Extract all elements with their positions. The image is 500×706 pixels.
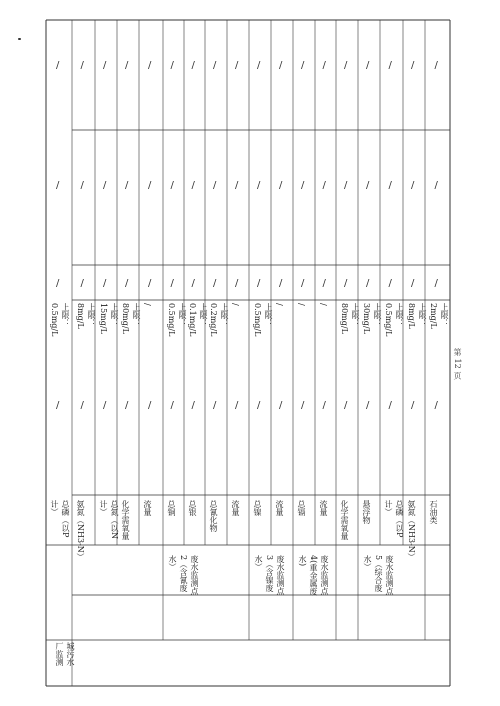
placeholder-slash: / — [56, 180, 60, 191]
row-limit-value: 上限： 15mg/L — [99, 303, 119, 334]
placeholder-slash: / — [279, 180, 283, 191]
placeholder-slash: / — [411, 180, 415, 191]
placeholder-slash: / — [148, 278, 152, 289]
placeholder-slash: / — [301, 400, 305, 411]
row-item-label: 流量 — [143, 500, 152, 516]
placeholder-slash: / — [388, 400, 392, 411]
placeholder-slash: / — [434, 278, 438, 289]
placeholder-slash: / — [148, 400, 152, 411]
row-item-label: 化学需氧量 — [340, 500, 349, 540]
row-item-label: 化学需氧量 — [121, 500, 130, 540]
page-number: 第 12 页 — [453, 348, 462, 380]
placeholder-slash: / — [170, 180, 174, 191]
placeholder-slash: / — [125, 278, 129, 289]
placeholder-slash: / — [170, 400, 174, 411]
placeholder-slash: / — [235, 400, 239, 411]
row-limit-value: 上限： 0.5mg/L — [384, 303, 404, 337]
placeholder-slash: / — [434, 180, 438, 191]
placeholder-slash: / — [213, 60, 217, 71]
row-item-label: 总氰化物 — [209, 500, 218, 532]
placeholder-slash: / — [56, 278, 60, 289]
placeholder-slash: / — [301, 60, 305, 71]
row-limit-value: 上限： 0.5mg/L — [253, 303, 273, 337]
placeholder-slash: / — [170, 60, 174, 71]
placeholder-slash: / — [191, 60, 195, 71]
row-item-label: 总磷（以P 计） — [50, 500, 70, 538]
placeholder-slash: / — [213, 400, 217, 411]
placeholder-slash: / — [344, 400, 348, 411]
placeholder-slash: / — [388, 60, 392, 71]
section-label: 城污水 厂监测 — [55, 642, 75, 666]
placeholder-slash: / — [322, 400, 326, 411]
row-item-label: 总镍 — [253, 500, 262, 516]
row-item-label: 氨氮（NH3-N） — [76, 500, 85, 561]
placeholder-slash: / — [80, 400, 84, 411]
placeholder-slash: / — [191, 180, 195, 191]
placeholder-slash: / — [80, 60, 84, 71]
placeholder-slash: / — [366, 278, 370, 289]
row-item-label: 总银 — [188, 500, 197, 516]
placeholder-slash: / — [235, 278, 239, 289]
placeholder-slash: / — [366, 400, 370, 411]
placeholder-slash: / — [213, 278, 217, 289]
placeholder-slash: / — [344, 278, 348, 289]
placeholder-slash: / — [411, 278, 415, 289]
row-limit-value: / — [275, 303, 284, 306]
placeholder-slash: / — [279, 278, 283, 289]
placeholder-slash: / — [344, 180, 348, 191]
row-item-label: 流量 — [275, 500, 284, 516]
scan-speck — [18, 38, 21, 40]
placeholder-slash: / — [125, 180, 129, 191]
placeholder-slash: / — [235, 180, 239, 191]
placeholder-slash: / — [103, 278, 107, 289]
placeholder-slash: / — [344, 60, 348, 71]
placeholder-slash: / — [279, 400, 283, 411]
row-item-label: 总氮（以N 计） — [99, 500, 119, 539]
placeholder-slash: / — [434, 400, 438, 411]
placeholder-slash: / — [56, 400, 60, 411]
placeholder-slash: / — [191, 400, 195, 411]
monitoring-point-label: 废水监测点 3（含镍废 水） — [254, 555, 285, 595]
placeholder-slash: / — [80, 180, 84, 191]
row-limit-value: 上限： 2mg/L — [429, 303, 449, 329]
placeholder-slash: / — [125, 400, 129, 411]
monitoring-point-label: 废水监测点 5（综合废 水） — [363, 555, 394, 595]
placeholder-slash: / — [103, 400, 107, 411]
row-limit-value: 上限： 8mg/L — [407, 303, 427, 329]
row-limit-value: 上限： 0.5mg/L — [50, 303, 70, 337]
row-item-label: 流量 — [319, 500, 328, 516]
monitoring-point-label: 废水监测点 4(重金属废 水) — [298, 555, 329, 596]
row-limit-value: 上限： 0.5mg/L — [167, 303, 187, 337]
placeholder-slash: / — [322, 278, 326, 289]
placeholder-slash: / — [148, 180, 152, 191]
row-item-label: 总磷（以P 计） — [384, 500, 404, 538]
row-item-label: 流量 — [231, 500, 240, 516]
placeholder-slash: / — [301, 278, 305, 289]
placeholder-slash: / — [411, 60, 415, 71]
row-item-label: 石油类 — [429, 500, 438, 524]
placeholder-slash: / — [388, 278, 392, 289]
placeholder-slash: / — [80, 278, 84, 289]
row-limit-value: 上限： 30mg/L — [362, 303, 382, 334]
placeholder-slash: / — [148, 60, 152, 71]
placeholder-slash: / — [366, 180, 370, 191]
row-limit-value: 上限： 0.1mg/L — [188, 303, 208, 337]
row-limit-value: / — [319, 303, 328, 306]
row-limit-value: 上限： 8mg/L — [76, 303, 96, 329]
placeholder-slash: / — [388, 180, 392, 191]
row-limit-value: / — [231, 303, 240, 306]
placeholder-slash: / — [56, 60, 60, 71]
placeholder-slash: / — [366, 60, 370, 71]
placeholder-slash: / — [170, 278, 174, 289]
placeholder-slash: / — [213, 180, 217, 191]
row-item-label: 总镉 — [297, 500, 306, 516]
row-limit-value: / — [143, 303, 152, 306]
placeholder-slash: / — [235, 60, 239, 71]
row-limit-value: 上限： 80mg/L — [121, 303, 141, 334]
placeholder-slash: / — [125, 60, 129, 71]
placeholder-slash: / — [257, 180, 261, 191]
placeholder-slash: / — [103, 60, 107, 71]
placeholder-slash: / — [257, 400, 261, 411]
monitoring-point-label: 废水监测点 2（含氰废 水） — [168, 555, 199, 595]
placeholder-slash: / — [103, 180, 107, 191]
placeholder-slash: / — [411, 400, 415, 411]
placeholder-slash: / — [191, 278, 195, 289]
row-limit-value: 上限： 0.2mg/L — [209, 303, 229, 337]
placeholder-slash: / — [322, 60, 326, 71]
row-item-label: 总铜 — [167, 500, 176, 516]
row-limit-value: / — [297, 303, 306, 306]
placeholder-slash: / — [279, 60, 283, 71]
placeholder-slash: / — [257, 60, 261, 71]
row-item-label: 氨氮（NH3-N） — [407, 500, 416, 561]
placeholder-slash: / — [322, 180, 326, 191]
placeholder-slash: / — [434, 60, 438, 71]
placeholder-slash: / — [301, 180, 305, 191]
placeholder-slash: / — [257, 278, 261, 289]
row-limit-value: 上限： 80mg/L — [340, 303, 360, 334]
row-item-label: 悬浮物 — [362, 500, 371, 524]
